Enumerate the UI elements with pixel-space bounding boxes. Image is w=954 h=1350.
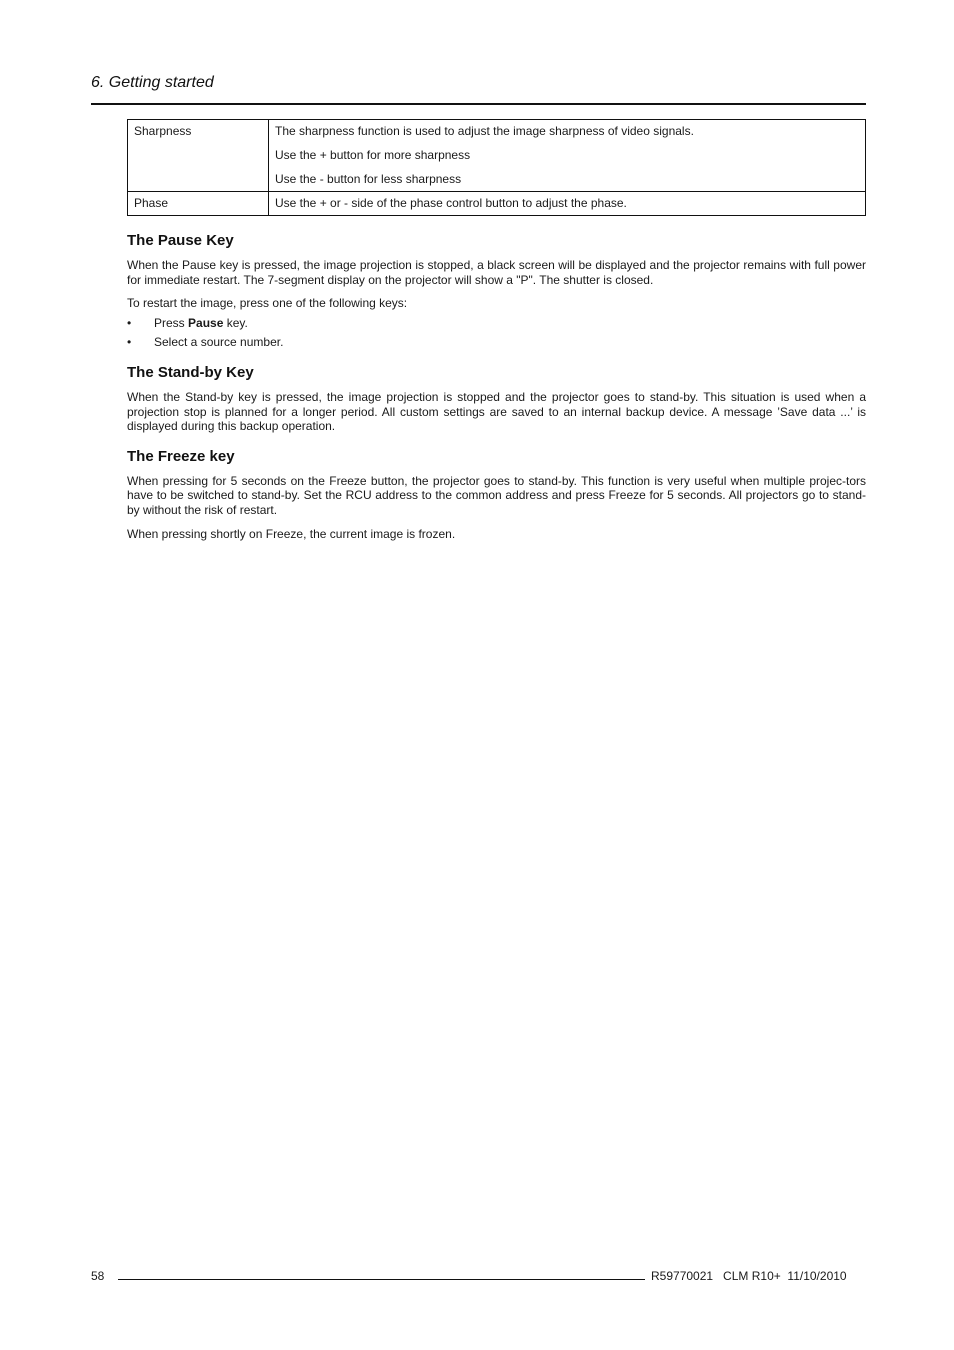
key-name-bold: Pause bbox=[188, 315, 224, 330]
pause-key-section bbox=[127, 232, 866, 350]
body-paragraph: To restart the image, press one of the following keys: bbox=[127, 296, 408, 311]
bullet-icon: • bbox=[127, 335, 132, 350]
freeze-key-section bbox=[127, 448, 866, 541]
setting-name-sharpness: Sharpness bbox=[128, 120, 269, 192]
table-row bbox=[128, 120, 866, 192]
list-item bbox=[127, 335, 866, 350]
description-line: Use the + or - side of the phase control button to adjust the phase. bbox=[275, 196, 627, 210]
setting-description-phase bbox=[269, 192, 866, 216]
list-item-text: Press bbox=[154, 315, 189, 330]
main-content bbox=[127, 232, 866, 550]
standby-key-section bbox=[127, 364, 866, 434]
header-rule bbox=[91, 103, 866, 105]
body-paragraph: When pressing shortly on Freeze, the current image is frozen. bbox=[127, 526, 456, 541]
restart-key-list bbox=[127, 316, 866, 350]
body-paragraph: When the Pause key is pressed, the image projection is stopped, a black screen will be displayed and the projector remains with full power for immediate restart. The 7-segment display on the projector will show a "P". The shutter is closed. bbox=[127, 258, 866, 287]
chapter-title: 6. Getting started bbox=[91, 74, 214, 91]
section-heading: The Pause Key bbox=[127, 232, 234, 249]
setting-name-phase: Phase bbox=[128, 192, 269, 216]
description-line: The sharpness function is used to adjust the image sharpness of video signals. bbox=[275, 124, 694, 138]
section-heading: The Stand-by Key bbox=[127, 363, 254, 381]
list-item-text: Select a source number. bbox=[154, 335, 284, 350]
bullet-icon: • bbox=[127, 315, 132, 330]
list-item bbox=[127, 316, 866, 331]
setting-description-sharpness bbox=[269, 120, 866, 192]
table-row bbox=[128, 192, 866, 216]
list-item-text: key. bbox=[223, 315, 248, 330]
description-line: Use the - button for less sharpness bbox=[275, 172, 462, 186]
footer-rule bbox=[118, 1279, 645, 1280]
body-paragraph: When the Stand-by key is pressed, the image projection is stopped and the projector goes to stand-by. This situation is used when a projection stop is planned for a longer period. All custom settings are saved to an internal backup device. A message ’Save data ...’ is displayed during this backup operation. bbox=[127, 389, 866, 434]
body-paragraph: When pressing for 5 seconds on the Freeze button, the projector goes to stand-by. This function is very useful when multiple projec-tors have to be switched to stand-by. Set the RCU address to the common address and press Freeze for 5 seconds. All projectors go to stand-by without the risk of restart. bbox=[127, 473, 866, 517]
description-line: Use the + button for more sharpness bbox=[275, 148, 471, 162]
page-number: 58 bbox=[91, 1269, 105, 1283]
settings-table bbox=[127, 119, 866, 216]
document-reference: R59770021 CLM R10+ 11/10/2010 bbox=[651, 1269, 847, 1283]
section-heading: The Freeze key bbox=[127, 447, 235, 465]
